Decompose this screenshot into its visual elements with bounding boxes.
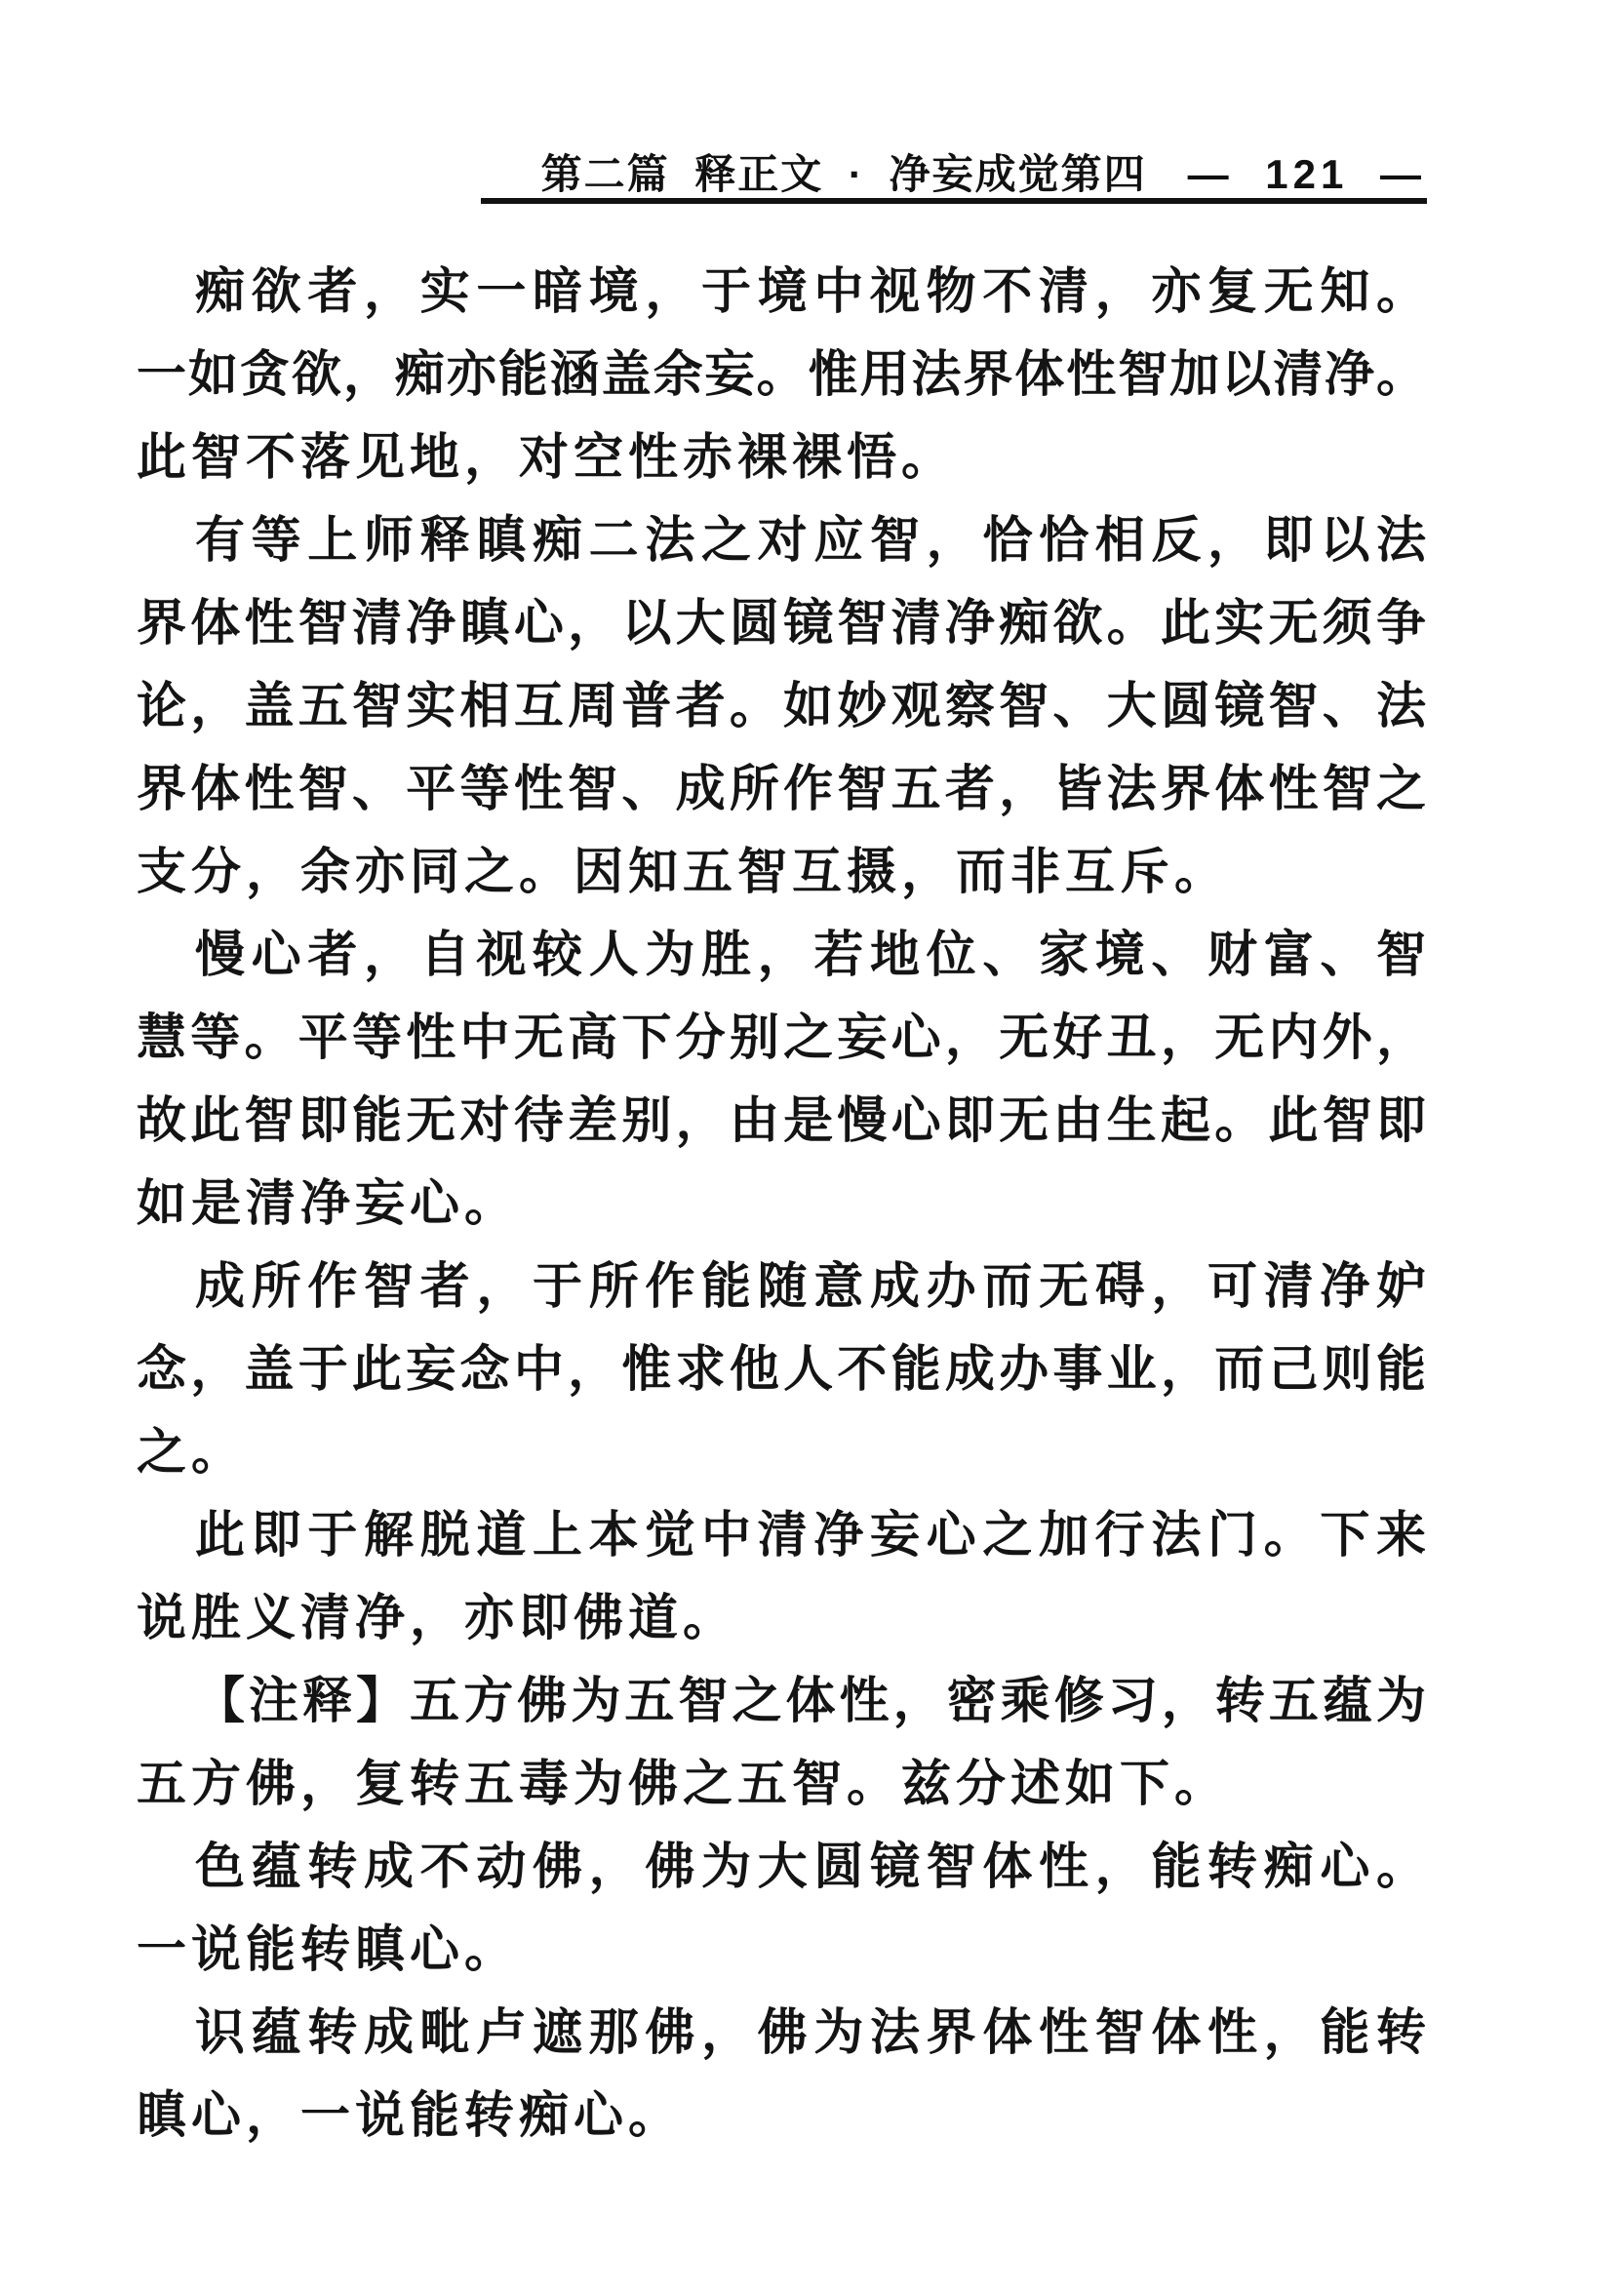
text-line: 故此智即能无对待差别，由是慢心即无由生起。此智即 <box>137 1094 1426 1149</box>
text-line: 界体性智清净瞋心，以大圆镜智清净痴欲。此实无须争 <box>137 597 1426 652</box>
text-line: 慧等。平等性中无高下分别之妄心，无好丑，无内外， <box>137 1011 1426 1066</box>
text-line: 慢心者，自视较人为胜，若地位、家境、财富、智 <box>195 929 1426 983</box>
header-divider <box>481 198 1427 204</box>
text-line: 识蕴转成毗卢遮那佛，佛为法界体性智体性，能转 <box>195 2006 1426 2061</box>
section-title: 第二篇 释正文 · 净妄成觉第四 <box>540 151 1147 197</box>
text-line: 念，盖于此妄念中，惟求他人不能成办事业，而己则能 <box>137 1343 1426 1398</box>
text-line: 色蕴转成不动佛，佛为大圆镜智体性，能转痴心。 <box>195 1841 1426 1895</box>
text-line: 说胜义清净，亦即佛道。 <box>137 1592 738 1646</box>
text-line: 有等上师释瞋痴二法之对应智，恰恰相反，即以法 <box>195 514 1426 569</box>
text-line: 一说能转瞋心。 <box>137 1923 520 1978</box>
body-text <box>137 252 1426 2158</box>
text-line: 成所作智者，于所作能随意成办而无碍，可清净妒 <box>195 1260 1426 1315</box>
text-line: 论，盖五智实相互周普者。如妙观察智、大圆镜智、法 <box>137 680 1426 734</box>
text-line: 如是清净妄心。 <box>137 1177 520 1232</box>
text-line: 【注释】五方佛为五智之体性，密乘修习，转五蕴为 <box>195 1675 1426 1729</box>
text-line: 五方佛，复转五毒为佛之五智。兹分述如下。 <box>137 1758 1230 1812</box>
text-line: 支分，余亦同之。因知五智互摄，而非互斥。 <box>137 846 1230 900</box>
page-number-label: — 121 — <box>1187 151 1426 197</box>
text-line: 一如贪欲，痴亦能涵盖余妄。惟用法界体性智加以清净。 <box>137 348 1426 403</box>
text-line: 瞋心，一说能转痴心。 <box>137 2089 684 2144</box>
text-line: 此即于解脱道上本觉中清净妄心之加行法门。下来 <box>195 1509 1426 1564</box>
running-header <box>541 142 1426 201</box>
text-line: 此智不落见地，对空性赤裸裸悟。 <box>137 431 957 486</box>
text-line: 痴欲者，实一暗境，于境中视物不清，亦复无知。 <box>195 265 1426 320</box>
text-line: 界体性智、平等性智、成所作智五者，皆法界体性智之 <box>137 763 1426 817</box>
text-line: 之。 <box>137 1426 247 1481</box>
